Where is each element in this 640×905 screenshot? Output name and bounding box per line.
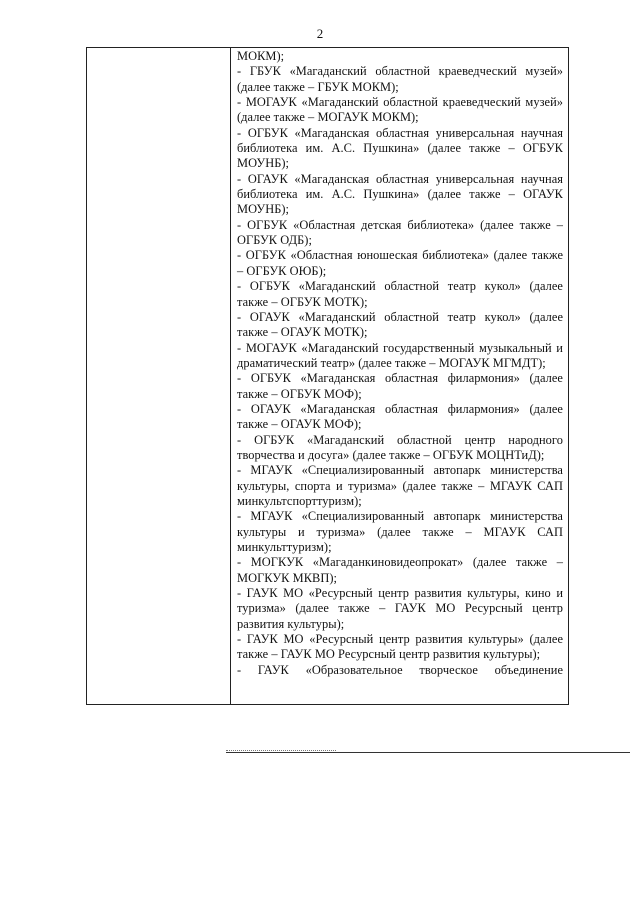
list-item: - ОГБУК «Областная детская библиотека» (далее также – ОГБУК ОДБ);	[237, 217, 563, 248]
list-item: - ОГБУК «Магаданская областная универсальная научная библиотека им. А.С. Пушкина» (далее также – ОГБУК МОУНБ);	[237, 125, 563, 171]
list-item: - ГАУК МО «Ресурсный центр развития культуры, кино и туризма» (далее также – ГАУК МО Ресурсный центр развития культуры);	[237, 586, 563, 631]
list-item: - ОГБУК «Магаданский областной театр кукол» (далее также – ОГБУК МОТК);	[237, 279, 563, 309]
list-item: - ГАУК «Образовательное творческое объединение	[237, 662, 563, 677]
scan-artifact-dotted-line	[226, 750, 336, 751]
list-item: - ОГБУК «Магаданская областная филармония» (далее также – ОГБУК МОФ);	[237, 371, 563, 401]
list-item: - ОГАУК «Магаданский областной театр кукол» (далее также – ОГАУК МОТК);	[237, 309, 563, 340]
list-item: - ОГАУК «Магаданская областная универсальная научная библиотека им. А.С. Пушкина» (далее также – ОГАУК МОУНБ);	[237, 171, 563, 217]
list-item: - ГБУК «Магаданский областной краеведческий музей» (далее также – ГБУК МОКМ);	[237, 64, 563, 94]
list-item: - ОГБУК «Областная юношеская библиотека» (далее также – ОГБУК ОЮБ);	[237, 248, 563, 278]
table-left-column	[87, 48, 231, 704]
scan-artifact-line	[226, 752, 630, 753]
page-number: 2	[316, 26, 324, 41]
list-item: - ОГАУК «Магаданская областная филармония» (далее также – ОГАУК МОФ);	[237, 401, 563, 432]
list-item: - ОГБУК «Магаданский областной центр народного творчества и досуга» (далее также – ОГБУК МОЦНТиД);	[237, 432, 563, 462]
list-item: - МОГАУК «Магаданский областной краеведческий музей» (далее также – МОГАУК МОКМ);	[237, 95, 563, 125]
list-item: - ГАУК МО «Ресурсный центр развития культуры» (далее также – ГАУК МО Ресурсный центр развития культуры);	[237, 632, 563, 662]
list-item: - МОГКУК «Магаданкиновидеопрокат» (далее также – МОГКУК МКВП);	[237, 555, 563, 585]
list-item: МОКМ);	[237, 49, 285, 63]
document-table	[86, 47, 569, 705]
list-item: - МГАУК «Специализированный автопарк министерства культуры, спорта и туризма» (далее также – МГАУК САП минкультспорттуризм);	[237, 463, 563, 508]
table-right-column	[231, 48, 568, 704]
list-item: - МОГАУК «Магаданский государственный музыкальный и драматический театр» (далее также – МОГАУК МГМДТ);	[237, 340, 563, 370]
list-item: - МГАУК «Специализированный автопарк министерства культуры и туризма» (далее также – МГАУК САП минкульттуризм);	[237, 509, 563, 554]
